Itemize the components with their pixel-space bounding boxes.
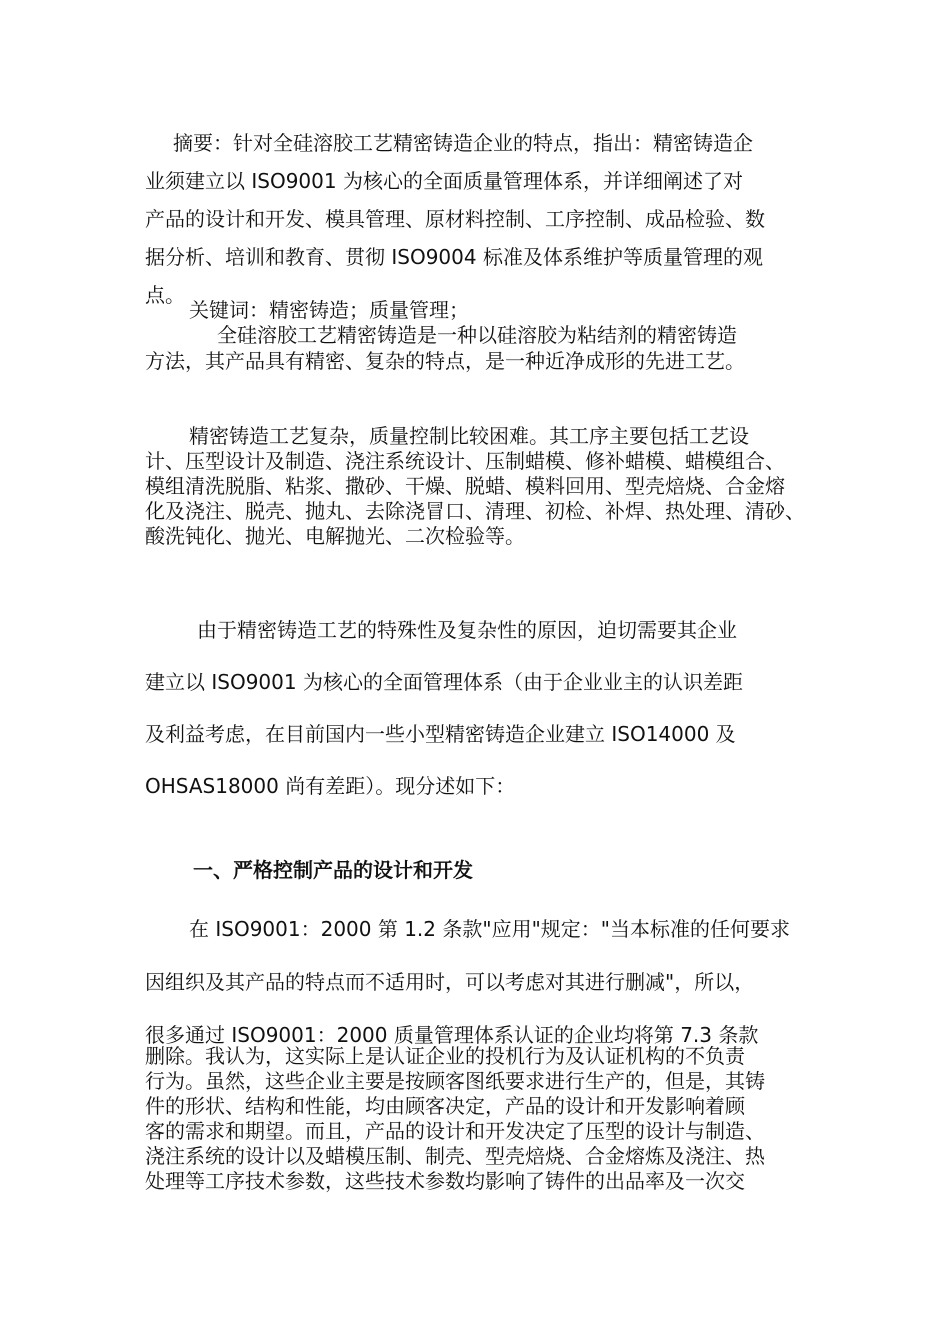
section-line: 因组织及其产品的特点而不适用时，可以考虑对其进行删减"，所以，	[145, 970, 755, 994]
requirement-line: 及利益考虑，在目前国内一些小型精密铸造企业建立 ISO14000 及	[145, 722, 736, 746]
process-line: 酸洗钝化、抛光、电解抛光、二次检验等。	[145, 524, 525, 548]
abstract-line: 据分析、培训和教育、贯彻 ISO9004 标准及体系维护等质量管理的观	[145, 245, 763, 269]
keywords-paragraph	[145, 298, 810, 322]
intro-line: 全硅溶胶工艺精密铸造是一种以硅溶胶为粘结剂的精密铸造	[217, 323, 737, 347]
section-line: 处理等工序技术参数，这些技术参数均影响了铸件的出品率及一次交	[145, 1169, 745, 1193]
section-line: 在 ISO9001：2000 第 1.2 条款"应用"规定："当本标准的任何要求	[189, 917, 790, 941]
section-paragraph-continued	[145, 1044, 810, 1194]
requirement-paragraph	[145, 604, 810, 812]
section-paragraph	[145, 903, 810, 1062]
section-line: 客的需求和期望。而且，产品的设计和开发决定了压型的设计与制造、	[145, 1119, 765, 1143]
intro-line: 方法，其产品具有精密、复杂的特点，是一种近净成形的先进工艺。	[145, 349, 745, 373]
requirement-line: 建立以 ISO9001 为核心的全面管理体系（由于企业业主的认识差距	[145, 670, 743, 694]
abstract-paragraph	[145, 124, 810, 314]
abstract-line: 业须建立以 ISO9001 为核心的全面质量管理体系，并详细阐述了对	[145, 169, 743, 193]
keywords-line: 关键词：精密铸造；质量管理；	[189, 298, 469, 322]
process-line: 精密铸造工艺复杂，质量控制比较困难。其工序主要包括工艺设	[189, 424, 749, 448]
section-line: 件的形状、结构和性能，均由顾客决定，产品的设计和开发影响着顾	[145, 1094, 745, 1118]
process-line: 计、压型设计及制造、浇注系统设计、压制蜡模、修补蜡模、蜡模组合、	[145, 449, 785, 473]
abstract-line: 摘要：针对全硅溶胶工艺精密铸造企业的特点，指出：精密铸造企	[173, 131, 753, 155]
abstract-line: 点。	[145, 283, 185, 307]
process-line: 化及浇注、脱壳、抛丸、去除浇冒口、清理、初检、补焊、热处理、清砂、	[145, 499, 805, 523]
process-line: 模组清洗脱脂、粘浆、撒砂、干燥、脱蜡、模料回用、型壳焙烧、合金熔	[145, 474, 785, 498]
section-line: 行为。虽然，这些企业主要是按顾客图纸要求进行生产的，但是，其铸	[145, 1069, 765, 1093]
process-paragraph	[145, 424, 810, 549]
intro-paragraph	[145, 322, 810, 374]
requirement-line: OHSAS18000 尚有差距）。现分述如下：	[145, 774, 516, 798]
requirement-line: 由于精密铸造工艺的特殊性及复杂性的原因，迫切需要其企业	[197, 618, 737, 642]
section-line: 很多通过 ISO9001：2000 质量管理体系认证的企业均将第 7.3 条款	[145, 1023, 759, 1047]
abstract-line: 产品的设计和开发、模具管理、原材料控制、工序控制、成品检验、数	[145, 207, 765, 231]
section-line: 删除。我认为，这实际上是认证企业的投机行为及认证机构的不负责	[145, 1044, 745, 1068]
section-line: 浇注系统的设计以及蜡模压制、制壳、型壳焙烧、合金熔炼及浇注、热	[145, 1144, 765, 1168]
section-heading: 一、严格控制产品的设计和开发	[193, 858, 473, 882]
